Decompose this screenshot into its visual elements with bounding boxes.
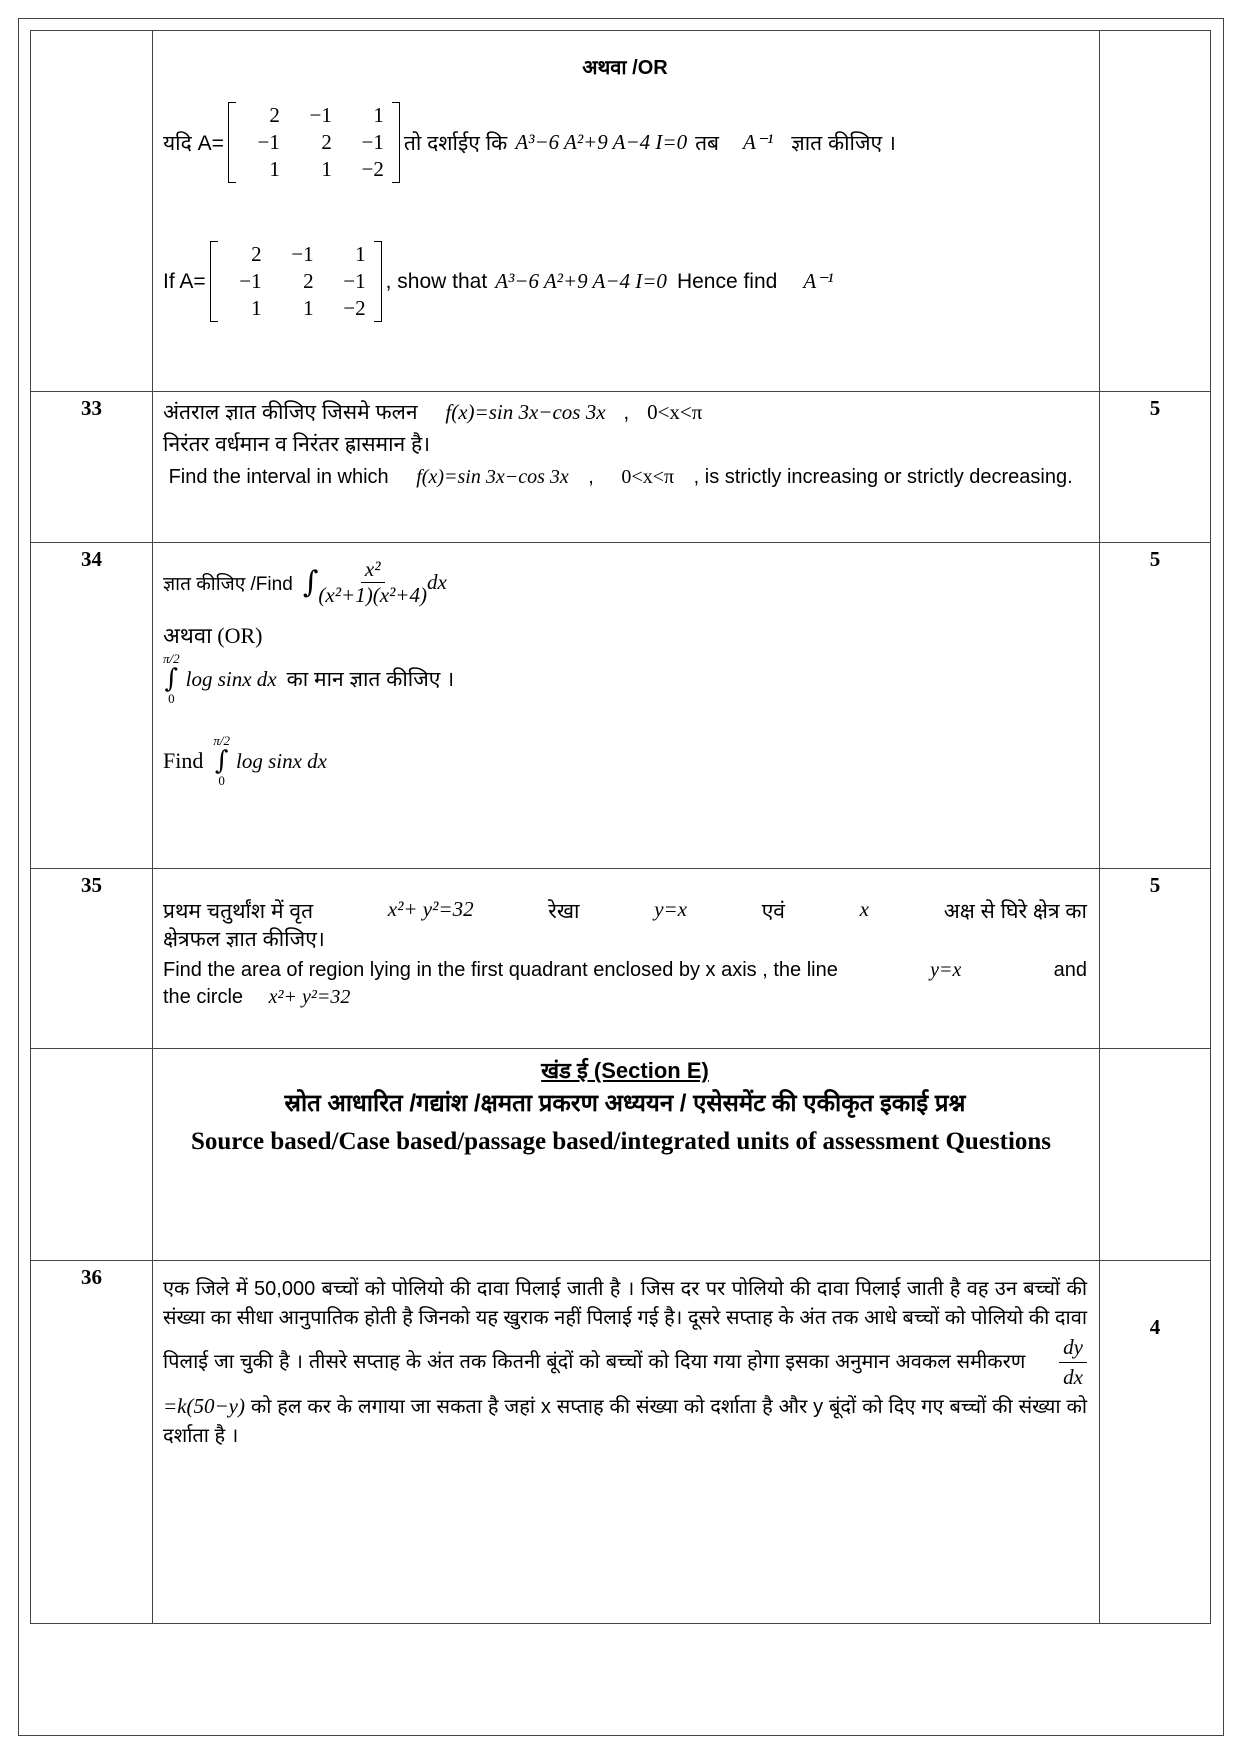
question-body <box>153 869 1100 1049</box>
english-line-2: the circle x²+ y²=32 <box>163 986 351 1008</box>
english-matrix-question <box>163 241 1087 322</box>
question-number: 34 <box>31 543 153 869</box>
english-hence: Hence find <box>676 269 778 293</box>
question-number-cell <box>31 31 153 392</box>
marks-cell <box>1100 1049 1211 1261</box>
question-number-cell <box>31 1049 153 1261</box>
or-heading: अथवा /OR <box>582 57 668 79</box>
hindi-matrix-question <box>163 102 1087 183</box>
marks: 5 <box>1100 543 1211 869</box>
differential-rhs: =k(50−y) <box>163 1394 245 1418</box>
matrix-a-hindi <box>228 102 400 183</box>
definite-integral-hindi: π/2 ∫ 0 log sinx dx का मान ज्ञात कीजिए । <box>163 651 455 706</box>
english-mid: , show that <box>385 269 488 293</box>
table-row <box>31 1261 1211 1624</box>
line-equation: y=x <box>654 897 687 921</box>
integral-limits: π/2 ∫ 0 <box>213 733 230 788</box>
matrix-equation: A³−6 A²+9 A−4 I=0 <box>495 269 667 293</box>
integral-limits: π/2 ∫ 0 <box>163 651 180 706</box>
hindi-mid: तो दर्शाईए कि <box>403 131 508 155</box>
question-body <box>153 392 1100 543</box>
table-row <box>31 1049 1211 1261</box>
matrix-grid: 2 −1 1 −1 2 −1 1 1 −2 <box>239 242 366 320</box>
inverse-symbol: A⁻¹ <box>803 269 834 293</box>
hindi-suffix: ज्ञात कीजिए । <box>791 131 896 155</box>
english-prefix: If A= <box>163 269 206 293</box>
table-row <box>31 392 1211 543</box>
marks: 5 <box>1100 869 1211 1049</box>
section-header <box>153 1049 1100 1261</box>
circle-equation: x²+ y²=32 <box>387 897 474 921</box>
section-title-english: Source based/Case based/passage based/integrated units of assessment Questions <box>191 1128 1052 1155</box>
hindi-prefix: यदि A= <box>163 131 224 155</box>
integrand-fraction: $\frac{\text{x²}}{\text{(x²+1)(x²+4)}}$ <box>318 557 427 607</box>
marks-cell <box>1100 31 1211 392</box>
hindi-line-2: निरंतर वर्धमान व निरंतर ह्रासमान है। <box>163 433 431 456</box>
hindi-line-2: क्षेत्रफल ज्ञात कीजिए। <box>163 928 325 951</box>
matrix-a-english <box>210 241 382 322</box>
english-question: Find the interval in which f(x)=sin 3x−cos 3x , 0<x<π , is strictly increasing or strictly decreasing. <box>168 466 1073 488</box>
function-expression: f(x)=sin 3x−cos 3x <box>445 400 606 424</box>
question-body <box>153 1261 1100 1624</box>
domain-expression: 0<x<π <box>647 400 703 424</box>
question-body <box>153 31 1100 392</box>
table-row <box>31 31 1211 392</box>
matrix-grid: 2 −1 1 −1 2 −1 1 1 −2 <box>257 103 384 181</box>
matrix-equation: A³−6 A²+9 A−4 I=0 <box>515 130 688 154</box>
question-body <box>153 543 1100 869</box>
definite-integral-english: Find π/2 ∫ 0 log sinx dx <box>163 733 327 788</box>
question-number: 35 <box>31 869 153 1049</box>
integral-sign: ∫ <box>302 565 319 600</box>
question-number: 33 <box>31 392 153 543</box>
section-title-hindi: स्रोत आधारित /गद्यांश /क्षमता प्रकरण अध्ययन / एसेसमेंट की एकीकृत इकाई प्रश्न <box>284 1090 966 1117</box>
question-table <box>30 30 1211 1624</box>
question-number: 36 <box>31 1261 153 1624</box>
inverse-symbol: A⁻¹ <box>743 130 774 154</box>
hindi-line-1: प्रथम चतुर्थांश में वृत x²+ y²=32 रेखा y=x एवं x अक्ष से घिरे क्षेत्र का <box>163 897 1087 923</box>
table-row <box>31 869 1211 1049</box>
hindi-line-1: अंतराल ज्ञात कीजिए जिसमे फलन f(x)=sin 3x−cos 3x , 0<x<π <box>163 400 703 424</box>
marks: 5 <box>1100 392 1211 543</box>
english-line-1: Find the area of region lying in the first quadrant enclosed by x axis , the line y=x and <box>163 959 1087 981</box>
integral-question: ज्ञात कीजिए /Find ∫ $\frac{\text{x²}}{\text{(x²+1)(x²+4)}}$ dx <box>163 557 447 607</box>
case-study-passage: एक जिले में 50,000 बच्चों को पोलियो की दावा पिलाई जाती है । जिस दर पर पोलियो की दावा पिलाई जाती है वह उन बच्चों की संख्या का सीधा आनुपातिक होती है जिनको यह खुराक नहीं पिलाई गई है। दूसरे सप्ताह के अंत तक आधे बच्चों को पोलियो की दावा पिलाई जा चुकी है । तीसरे सप्ताह के अंत तक कितनी बूंदों को बच्चों को दिया गया होगा इसका अनुमान अवकल समीकरण $\frac{dy}{dx}$ =k(50−y) को हल कर के लगाया जा सकता है जहां x सप्ताह की संख्या को दर्शाता है और y बूंदों को दिए गए बच्चों की संख्या को दर्शाता है । <box>163 1278 1087 1447</box>
table-row <box>31 543 1211 869</box>
section-heading: खंड ई (Section E) <box>541 1058 709 1083</box>
or-label: अथवा (OR) <box>163 623 263 648</box>
differential-fraction: $\frac{dy}{dx}$ <box>1059 1333 1087 1392</box>
hindi-then: तब <box>695 131 720 155</box>
marks: 4 <box>1100 1261 1211 1624</box>
